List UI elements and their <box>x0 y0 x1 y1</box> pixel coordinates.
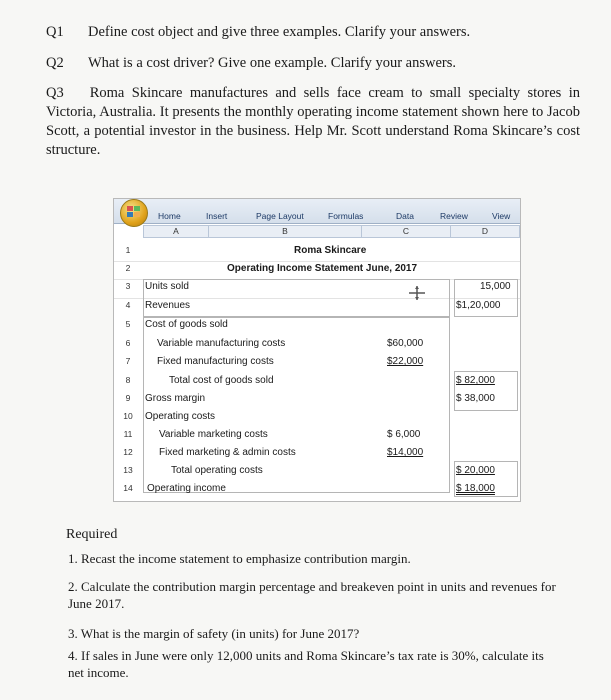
tab-data[interactable]: Data <box>396 211 414 221</box>
row-number[interactable]: 5 <box>125 319 131 329</box>
total-cogs-value: $ 82,000 <box>456 375 495 386</box>
gross-margin-value: $ 38,000 <box>456 393 495 404</box>
row-number[interactable]: 1 <box>125 245 131 255</box>
cogs-label: Cost of goods sold <box>145 319 228 330</box>
row-number[interactable]: 2 <box>125 263 131 273</box>
row-number[interactable]: 6 <box>125 338 131 348</box>
q3-text: Roma Skincare manufactures and sells face cream to small specialty stores in Victoria, Australia. It presents the monthly operating income statement shown here to Jacob Scott, a potential investor in the business. Help Mr. Scott understand Roma Skincare’s cost structure. <box>46 85 580 158</box>
required-heading: Required <box>66 527 118 542</box>
units-sold-label: Units sold <box>145 281 189 292</box>
tab-insert[interactable]: Insert <box>206 211 228 221</box>
row-number[interactable]: 11 <box>123 429 133 439</box>
requirement-4: 4. If sales in June were only 12,000 units and Roma Skincare’s tax rate is 30%, calculate its net income. <box>68 648 544 680</box>
total-op-label: Total operating costs <box>171 465 263 476</box>
row-number[interactable]: 4 <box>125 300 131 310</box>
row-number[interactable]: 8 <box>125 375 131 385</box>
column-d-header[interactable]: D <box>450 225 520 238</box>
var-mfg-value: $60,000 <box>387 338 424 349</box>
total-op-value: $ 20,000 <box>456 465 495 476</box>
excel-income-statement <box>113 198 521 502</box>
row-number[interactable]: 14 <box>123 483 133 493</box>
column-a-header[interactable]: A <box>143 225 209 238</box>
row-number[interactable]: 13 <box>123 465 133 475</box>
var-mfg-label: Variable manufacturing costs <box>157 338 286 349</box>
q2-number: Q2 <box>46 55 64 71</box>
requirement-3: 3. What is the margin of safety (in units) for June 2017? <box>68 626 360 641</box>
row-number[interactable]: 9 <box>125 393 131 403</box>
var-mkt-value: $ 6,000 <box>387 429 421 440</box>
revenues-label: Revenues <box>145 300 191 311</box>
requirement-1: 1. Recast the income statement to emphasize contribution margin. <box>68 551 411 566</box>
var-mkt-label: Variable marketing costs <box>159 429 268 440</box>
gross-margin-label: Gross margin <box>145 393 206 404</box>
statement-company-title: Roma Skincare <box>294 245 367 256</box>
q1-text: Define cost object and give three examples. Clarify your answers. <box>88 24 471 40</box>
office-grid-icon <box>127 206 141 218</box>
tab-formulas[interactable]: Formulas <box>328 211 364 221</box>
row-number[interactable]: 10 <box>123 411 133 421</box>
total-cogs-label: Total cost of goods sold <box>169 375 274 386</box>
units-sold-value: 15,000 <box>480 281 511 292</box>
row-number[interactable]: 7 <box>125 356 131 366</box>
row-number[interactable]: 12 <box>123 447 133 457</box>
tab-page-layout[interactable]: Page Layout <box>256 211 304 221</box>
requirement-2: 2. Calculate the contribution margin percentage and breakeven point in units and revenues for June 2017. <box>68 579 556 611</box>
units-revenue-box <box>143 279 450 317</box>
fixed-mkt-label: Fixed marketing & admin costs <box>159 447 296 458</box>
column-headers <box>114 225 520 237</box>
fixed-mfg-label: Fixed manufacturing costs <box>157 356 274 367</box>
op-income-value: $ 18,000 <box>456 483 495 494</box>
q1-number: Q1 <box>46 24 64 40</box>
column-b-header[interactable]: B <box>208 225 362 238</box>
statement-subtitle: Operating Income Statement June, 2017 <box>227 263 418 274</box>
grid-line <box>114 261 520 262</box>
excel-ribbon <box>114 199 520 224</box>
op-costs-label: Operating costs <box>145 411 216 422</box>
fixed-mkt-value: $14,000 <box>387 447 424 458</box>
fixed-mfg-value: $22,000 <box>387 356 424 367</box>
office-logo-icon <box>120 199 148 227</box>
q3-number: Q3 <box>46 85 64 101</box>
revenues-value: $1,20,000 <box>456 300 501 311</box>
column-c-header[interactable]: C <box>361 225 451 238</box>
q3-paragraph <box>46 84 580 160</box>
tab-home[interactable]: Home <box>158 211 181 221</box>
q2-text: What is a cost driver? Give one example. Clarify your answers. <box>88 55 457 71</box>
tab-view[interactable]: View <box>492 211 511 221</box>
op-income-label: Operating income <box>147 483 226 494</box>
tab-review[interactable]: Review <box>440 211 468 221</box>
row-number[interactable]: 3 <box>125 281 131 291</box>
mouse-cursor-icon <box>408 285 426 301</box>
